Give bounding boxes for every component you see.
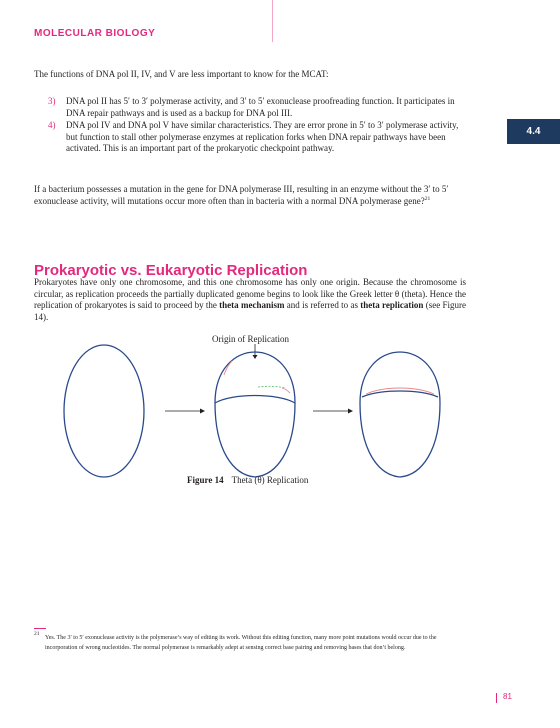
- list-item: [48, 96, 464, 119]
- paragraph-text-3: (see Figure 14).: [34, 300, 466, 322]
- paragraph-text-1: Prokaryotes have only one chromosome, and this one chromosome has only one origin. Because the chromosome is circular, as replication proceeds the partially duplicated genome begins to look like the Greek letter θ (theta). Hence the replication of prokaryotes is said to proceed by the: [34, 277, 466, 310]
- question-paragraph: [34, 184, 466, 207]
- arrow-head: [348, 409, 353, 414]
- list-text: DNA pol II has 5′ to 3′ polymerase activity, and 3′ to 5′ exonuclease proofreading function. It participates in DNA repair pathways and is used as a backup for DNA pol III.: [66, 96, 455, 118]
- chromosome-circle-1: [64, 345, 144, 477]
- theta-replication-figure: [0, 325, 560, 495]
- page-number-divider: [496, 693, 497, 703]
- page-number: 81: [503, 692, 512, 701]
- arrow-head: [200, 409, 205, 414]
- section-heading: Prokaryotic vs. Eukaryotic Replication: [34, 262, 308, 279]
- chromosome-outer-2: [215, 352, 295, 477]
- footnote-text: Yes. The 3′ to 5′ exonuclease activity is the polymerase’s way of editing its work. Without this editing function, many more point mutations would occur due to the incorporation of wrong nucleotides. The normal polymerase is remarkably adept at sensing correct base pairing and removing bases that don’t belong.: [45, 635, 437, 651]
- chapter-tab[interactable]: 4.4: [507, 119, 560, 144]
- origin-label: Origin of Replication: [212, 334, 289, 344]
- replication-bubble-3: [362, 391, 438, 397]
- footnote: 21 Yes. The 3′ to 5′ exonuclease activity is the polymerase’s way of editing its work. Without this editing function, many more point mutations would occur due to the incorporation of wrong nucleotides. The normal polymerase is remarkably adept at sensing correct base pairing and removing bases that don’t belong.: [34, 634, 470, 653]
- polymerase-list: [48, 96, 464, 156]
- figure-caption: [187, 475, 308, 485]
- footnote-ref[interactable]: 21: [424, 195, 431, 202]
- footnote-divider: [34, 628, 46, 629]
- question-text: If a bacterium possesses a mutation in the gene for DNA polymerase III, resulting in an enzyme without the 3′ to 5′ exonuclease activity, will mutations occur more often than in bacteria with a normal DNA polymerase gene?: [34, 184, 449, 206]
- chromosome-outer-3: [360, 352, 440, 477]
- header-divider: [272, 0, 273, 42]
- term-theta-mechanism: theta mechanism: [219, 300, 285, 310]
- replication-bubble-2: [215, 396, 295, 404]
- new-strand-red-2b: [282, 388, 290, 393]
- intro-paragraph: The functions of DNA pol II, IV, and V are less important to know for the MCAT:: [34, 69, 329, 79]
- term-theta-replication: theta replication: [360, 300, 424, 310]
- origin-pointer-head: [253, 355, 258, 359]
- list-text: DNA pol IV and DNA pol V have similar characteristics. They are error prone in 5′ to 3′ polymerase activity, but function to stall other polymerase enzymes at replication forks when DNA repair pathways have been activated. This is an important part of the prokaryotic checkpoint pathway.: [66, 120, 459, 153]
- section-label: MOLECULAR BIOLOGY: [34, 28, 156, 39]
- caption-label: Figure 14: [187, 475, 224, 485]
- list-number: 3): [48, 96, 56, 106]
- caption-text: Theta (θ) Replication: [231, 475, 309, 485]
- body-paragraph: [34, 277, 466, 323]
- list-item: [48, 120, 464, 155]
- paragraph-text-2: and is referred to as: [284, 300, 361, 310]
- list-number: 4): [48, 120, 56, 130]
- new-strand-green-2: [258, 386, 286, 388]
